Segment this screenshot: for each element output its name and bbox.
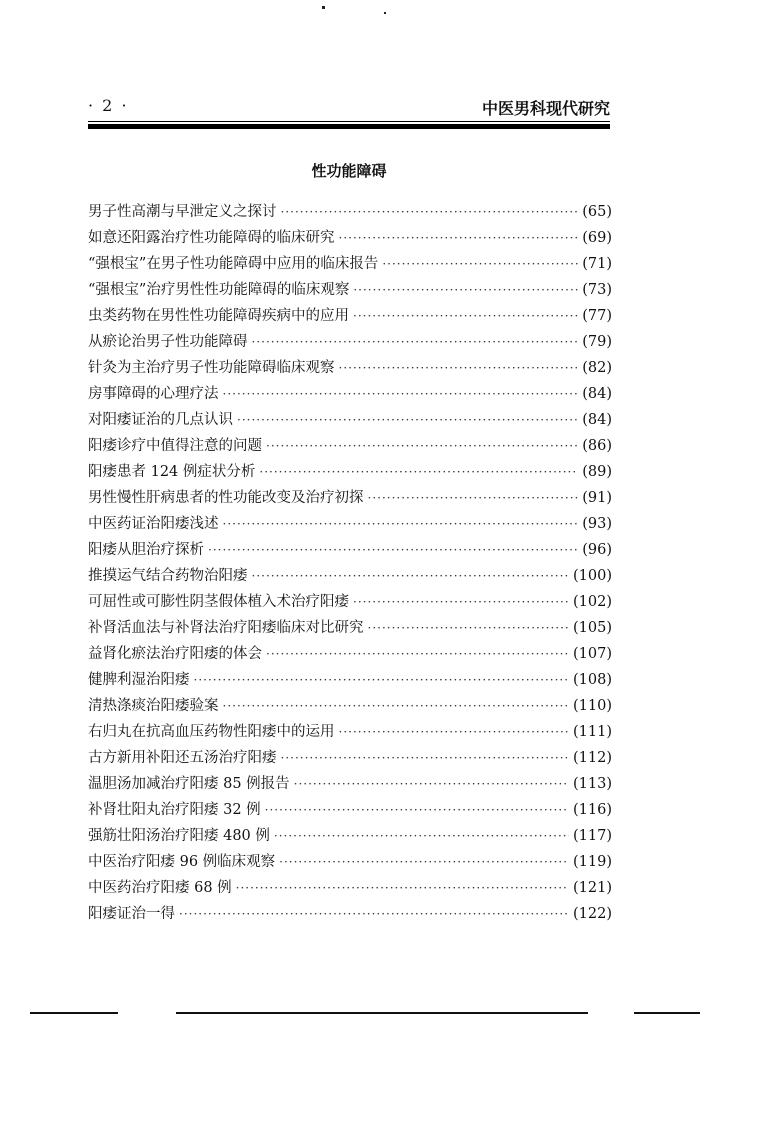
toc-entry xyxy=(88,329,612,355)
toc-leader-dots xyxy=(353,277,578,303)
toc-entry-title: 中医药证治阳痿浅述 xyxy=(88,516,219,532)
toc-entry-title: 阳痿从胆治疗探析 xyxy=(88,542,204,558)
toc-entry-page: (71) xyxy=(582,256,612,272)
toc-entry xyxy=(88,615,612,641)
page-number: · 2 · xyxy=(88,96,129,115)
footer-line xyxy=(634,1012,700,1014)
toc-entry-page: (119) xyxy=(573,854,612,870)
toc-entry-page: (79) xyxy=(582,334,612,350)
toc-entry-title: 阳痿证治一得 xyxy=(88,906,175,922)
footer-line xyxy=(176,1012,588,1014)
toc-entry-title: 温胆汤加减治疗阳痿 85 例报告 xyxy=(88,776,290,792)
toc-entry-page: (110) xyxy=(573,698,612,714)
toc-entry xyxy=(88,667,612,693)
toc-entry-page: (93) xyxy=(582,516,612,532)
toc-entry xyxy=(88,381,612,407)
toc-entry-title: 针灸为主治疗男子性功能障碍临床观察 xyxy=(88,360,335,376)
toc-entry-title: 古方新用补阳还五汤治疗阳痿 xyxy=(88,750,277,766)
toc-entry-title: 右归丸在抗高血压药物性阳痿中的运用 xyxy=(88,724,335,740)
toc-entry xyxy=(88,277,612,303)
toc-entry-page: (107) xyxy=(573,646,612,662)
toc-entry xyxy=(88,589,612,615)
toc-entry-title: 男性慢性肝病患者的性功能改变及治疗初探 xyxy=(88,490,364,506)
toc-entry-page: (102) xyxy=(573,594,612,610)
toc-entry xyxy=(88,849,612,875)
toc-entry-title: “强根宝”治疗男性性功能障碍的临床观察 xyxy=(88,282,350,298)
toc-leader-dots xyxy=(252,329,579,355)
toc-leader-dots xyxy=(266,433,578,459)
toc-entry xyxy=(88,433,612,459)
toc-leader-dots xyxy=(382,251,578,277)
toc-entry-title: 可屈性或可膨性阴茎假体植入术治疗阳痿 xyxy=(88,594,349,610)
toc-entry xyxy=(88,511,612,537)
toc-entry-title: 清热涤痰治阳痿验案 xyxy=(88,698,219,714)
toc-entry xyxy=(88,901,612,927)
toc-entry xyxy=(88,797,612,823)
toc-entry xyxy=(88,719,612,745)
toc-entry-page: (112) xyxy=(573,750,612,766)
toc-entry-title: 男子性高潮与早泄定义之探讨 xyxy=(88,204,277,220)
toc-entry-page: (84) xyxy=(582,412,612,428)
toc-entry-title: 推摸运气结合药物治阳痿 xyxy=(88,568,248,584)
toc-leader-dots xyxy=(339,355,579,381)
toc-entry-page: (65) xyxy=(582,204,612,220)
toc-entry-title: 阳痿诊疗中值得注意的问题 xyxy=(88,438,262,454)
toc-entry-title: 房事障碍的心理疗法 xyxy=(88,386,219,402)
footer-line xyxy=(30,1012,118,1014)
toc-leader-dots xyxy=(281,199,579,225)
toc-leader-dots xyxy=(339,719,570,745)
toc-entry-page: (116) xyxy=(573,802,612,818)
toc-entry-title: 如意还阳露治疗性功能障碍的临床研究 xyxy=(88,230,335,246)
toc-entry-title: “强根宝”在男子性功能障碍中应用的临床报告 xyxy=(88,256,379,272)
toc-leader-dots xyxy=(266,641,569,667)
toc-entry xyxy=(88,485,612,511)
toc-entry xyxy=(88,693,612,719)
toc-leader-dots xyxy=(208,537,578,563)
header-rule-thick xyxy=(88,124,610,129)
toc-entry-page: (73) xyxy=(582,282,612,298)
toc-leader-dots xyxy=(339,225,579,251)
toc-entry xyxy=(88,355,612,381)
toc-entry-page: (117) xyxy=(573,828,612,844)
toc-leader-dots xyxy=(353,589,569,615)
toc-entry-title: 中医治疗阳痿 96 例临床观察 xyxy=(88,854,276,870)
page-header xyxy=(88,96,610,116)
toc-leader-dots xyxy=(368,485,579,511)
toc-entry-page: (111) xyxy=(573,724,612,740)
toc-leader-dots xyxy=(223,511,579,537)
toc-entry-title: 虫类药物在男性性功能障碍疾病中的应用 xyxy=(88,308,349,324)
toc-entry xyxy=(88,745,612,771)
toc-entry-title: 补肾壮阳丸治疗阳痿 32 例 xyxy=(88,802,261,818)
toc-entry xyxy=(88,459,612,485)
toc-entry-page: (69) xyxy=(582,230,612,246)
toc-entry xyxy=(88,537,612,563)
toc-entry-title: 对阳痿证治的几点认识 xyxy=(88,412,233,428)
toc-entry xyxy=(88,303,612,329)
table-of-contents xyxy=(88,199,612,927)
toc-entry-page: (89) xyxy=(582,464,612,480)
toc-entry-page: (122) xyxy=(573,906,612,922)
toc-entry-page: (105) xyxy=(573,620,612,636)
toc-entry-title: 补肾活血法与补肾法治疗阳痿临床对比研究 xyxy=(88,620,364,636)
toc-leader-dots xyxy=(236,875,569,901)
toc-entry-page: (82) xyxy=(582,360,612,376)
toc-entry-page: (86) xyxy=(582,438,612,454)
toc-entry-title: 健脾利湿治阳痿 xyxy=(88,672,190,688)
toc-leader-dots xyxy=(274,823,569,849)
toc-entry-title: 从瘀论治男子性功能障碍 xyxy=(88,334,248,350)
toc-entry-title: 中医药治疗阳痿 68 例 xyxy=(88,880,232,896)
scan-speck xyxy=(322,6,325,9)
scan-speck xyxy=(384,12,386,14)
section-title: 性功能障碍 xyxy=(311,162,387,180)
toc-leader-dots xyxy=(237,407,578,433)
toc-entry xyxy=(88,407,612,433)
toc-entry xyxy=(88,641,612,667)
toc-entry xyxy=(88,563,612,589)
toc-entry-page: (100) xyxy=(573,568,612,584)
toc-leader-dots xyxy=(252,563,570,589)
toc-entry xyxy=(88,823,612,849)
toc-entry-page: (96) xyxy=(582,542,612,558)
toc-entry-page: (84) xyxy=(582,386,612,402)
toc-entry xyxy=(88,199,612,225)
running-title: 中医男科现代研究 xyxy=(481,99,610,118)
toc-leader-dots xyxy=(259,459,578,485)
toc-entry-page: (77) xyxy=(582,308,612,324)
toc-leader-dots xyxy=(368,615,570,641)
toc-entry-page: (121) xyxy=(573,880,612,896)
toc-leader-dots xyxy=(265,797,569,823)
toc-entry-title: 强筋壮阳汤治疗阳痿 480 例 xyxy=(88,828,270,844)
toc-leader-dots xyxy=(223,381,579,407)
toc-leader-dots xyxy=(294,771,569,797)
header-rule-thin xyxy=(88,121,610,122)
toc-leader-dots xyxy=(353,303,578,329)
toc-leader-dots xyxy=(281,745,570,771)
toc-leader-dots xyxy=(194,667,570,693)
toc-entry xyxy=(88,771,612,797)
toc-entry-page: (108) xyxy=(573,672,612,688)
toc-entry-title: 阳痿患者 124 例症状分析 xyxy=(88,464,256,480)
toc-leader-dots xyxy=(179,901,569,927)
toc-entry xyxy=(88,251,612,277)
toc-entry-page: (113) xyxy=(573,776,612,792)
toc-entry-title: 益肾化瘀法治疗阳痿的体会 xyxy=(88,646,262,662)
toc-leader-dots xyxy=(279,849,569,875)
toc-entry-page: (91) xyxy=(582,490,612,506)
toc-leader-dots xyxy=(223,693,570,719)
toc-entry xyxy=(88,225,612,251)
toc-entry xyxy=(88,875,612,901)
